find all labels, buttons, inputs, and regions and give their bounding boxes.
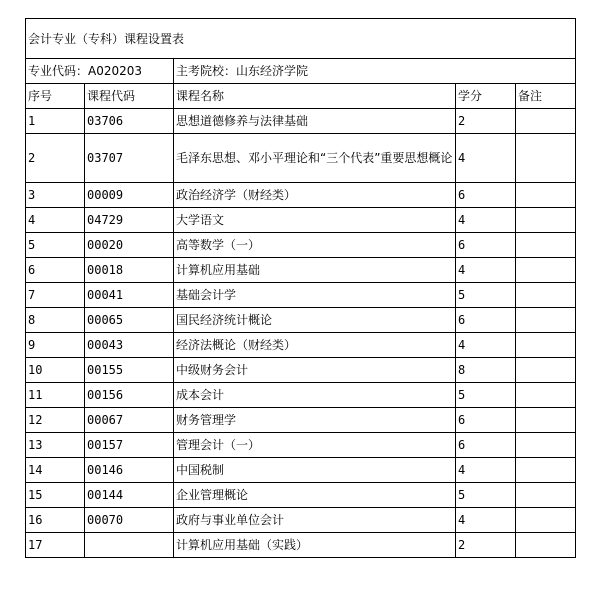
major-code-cell xyxy=(26,59,174,84)
course-name: 财务管理学 xyxy=(174,408,456,433)
course-code: 00157 xyxy=(85,433,174,458)
course-code: 00070 xyxy=(85,508,174,533)
header-credit: 学分 xyxy=(456,84,516,109)
table-row xyxy=(26,333,576,358)
row-number: 16 xyxy=(26,508,85,533)
credit: 4 xyxy=(456,258,516,283)
note xyxy=(516,283,576,308)
course-name: 政治经济学（财经类） xyxy=(174,183,456,208)
credit: 6 xyxy=(456,233,516,258)
row-number: 11 xyxy=(26,383,85,408)
course-table xyxy=(25,18,576,558)
header-code: 课程代码 xyxy=(85,84,174,109)
credit: 6 xyxy=(456,308,516,333)
course-name: 大学语文 xyxy=(174,208,456,233)
credit: 6 xyxy=(456,183,516,208)
course-code: 00041 xyxy=(85,283,174,308)
course-code: 03707 xyxy=(85,134,174,183)
credit: 4 xyxy=(456,458,516,483)
credit: 4 xyxy=(456,208,516,233)
credit: 6 xyxy=(456,433,516,458)
row-number: 10 xyxy=(26,358,85,383)
table-row xyxy=(26,283,576,308)
table-row xyxy=(26,508,576,533)
row-number: 17 xyxy=(26,533,85,558)
note xyxy=(516,383,576,408)
credit: 6 xyxy=(456,408,516,433)
table-row xyxy=(26,134,576,183)
course-code: 00156 xyxy=(85,383,174,408)
row-number: 5 xyxy=(26,233,85,258)
note xyxy=(516,308,576,333)
note xyxy=(516,208,576,233)
course-name: 计算机应用基础 xyxy=(174,258,456,283)
credit: 2 xyxy=(456,533,516,558)
course-code: 00155 xyxy=(85,358,174,383)
table-row xyxy=(26,433,576,458)
header-row xyxy=(26,84,576,109)
note xyxy=(516,408,576,433)
table-title: 会计专业（专科）课程设置表 xyxy=(26,19,576,59)
course-name: 中级财务会计 xyxy=(174,358,456,383)
course-name: 管理会计（一） xyxy=(174,433,456,458)
credit: 5 xyxy=(456,383,516,408)
course-code: 00020 xyxy=(85,233,174,258)
note xyxy=(516,433,576,458)
note xyxy=(516,358,576,383)
course-code xyxy=(85,533,174,558)
credit: 5 xyxy=(456,483,516,508)
credit: 8 xyxy=(456,358,516,383)
row-number: 12 xyxy=(26,408,85,433)
course-name: 成本会计 xyxy=(174,383,456,408)
table-row xyxy=(26,358,576,383)
course-name: 政府与事业单位会计 xyxy=(174,508,456,533)
table-row xyxy=(26,208,576,233)
note xyxy=(516,533,576,558)
table-row xyxy=(26,483,576,508)
row-number: 7 xyxy=(26,283,85,308)
course-name: 经济法概论（财经类） xyxy=(174,333,456,358)
row-number: 8 xyxy=(26,308,85,333)
note xyxy=(516,483,576,508)
table-row xyxy=(26,183,576,208)
header-note: 备注 xyxy=(516,84,576,109)
course-code: 00065 xyxy=(85,308,174,333)
course-name: 国民经济统计概论 xyxy=(174,308,456,333)
table-row xyxy=(26,458,576,483)
course-code: 04729 xyxy=(85,208,174,233)
header-no: 序号 xyxy=(26,84,85,109)
note xyxy=(516,183,576,208)
row-number: 1 xyxy=(26,109,85,134)
credit: 4 xyxy=(456,333,516,358)
school-label: 主考院校： xyxy=(176,64,237,78)
course-name: 基础会计学 xyxy=(174,283,456,308)
credit: 4 xyxy=(456,134,516,183)
table-row xyxy=(26,308,576,333)
school-value: 山东经济学院 xyxy=(236,64,309,78)
course-code: 00144 xyxy=(85,483,174,508)
row-number: 3 xyxy=(26,183,85,208)
note xyxy=(516,508,576,533)
table-row xyxy=(26,383,576,408)
credit: 4 xyxy=(456,508,516,533)
note xyxy=(516,109,576,134)
course-code: 00146 xyxy=(85,458,174,483)
course-code: 00043 xyxy=(85,333,174,358)
row-number: 15 xyxy=(26,483,85,508)
row-number: 14 xyxy=(26,458,85,483)
note xyxy=(516,458,576,483)
major-code-label: 专业代码： xyxy=(28,64,89,78)
course-name: 毛泽东思想、邓小平理论和“三个代表”重要思想概论 xyxy=(174,134,456,183)
school-cell xyxy=(174,59,576,84)
title-row xyxy=(26,19,576,59)
major-code-value: A020203 xyxy=(88,64,143,78)
course-name: 计算机应用基础（实践） xyxy=(174,533,456,558)
row-number: 6 xyxy=(26,258,85,283)
table-row xyxy=(26,408,576,433)
table-row xyxy=(26,233,576,258)
course-code: 03706 xyxy=(85,109,174,134)
table-row xyxy=(26,533,576,558)
row-number: 4 xyxy=(26,208,85,233)
course-name: 中国税制 xyxy=(174,458,456,483)
note xyxy=(516,134,576,183)
note xyxy=(516,233,576,258)
course-code: 00018 xyxy=(85,258,174,283)
course-name: 企业管理概论 xyxy=(174,483,456,508)
meta-row xyxy=(26,59,576,84)
header-name: 课程名称 xyxy=(174,84,456,109)
course-code: 00009 xyxy=(85,183,174,208)
credit: 5 xyxy=(456,283,516,308)
credit: 2 xyxy=(456,109,516,134)
course-name: 思想道德修养与法律基础 xyxy=(174,109,456,134)
course-code: 00067 xyxy=(85,408,174,433)
row-number: 9 xyxy=(26,333,85,358)
note xyxy=(516,333,576,358)
row-number: 13 xyxy=(26,433,85,458)
course-table-body xyxy=(26,19,576,558)
course-name: 高等数学（一） xyxy=(174,233,456,258)
table-row xyxy=(26,258,576,283)
note xyxy=(516,258,576,283)
row-number: 2 xyxy=(26,134,85,183)
table-row xyxy=(26,109,576,134)
